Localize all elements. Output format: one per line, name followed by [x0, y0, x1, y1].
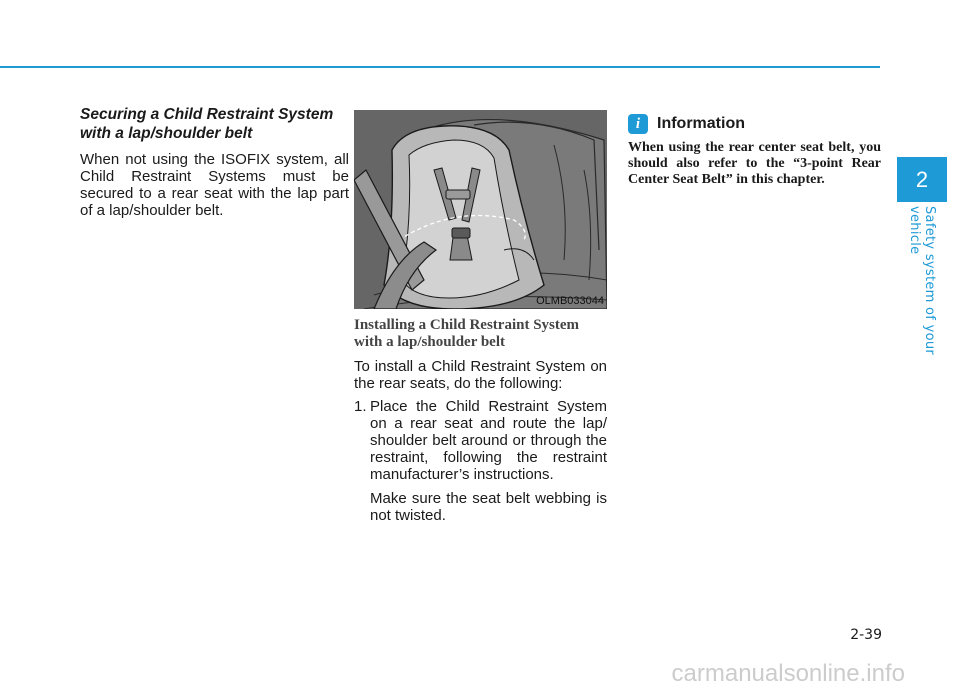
- step-1: [354, 398, 607, 483]
- section-heading: Securing a Child Restraint System with a lap/shoulder belt: [80, 106, 334, 142]
- right-column: [628, 114, 881, 188]
- child-seat-illustration: [354, 110, 607, 309]
- chapter-number-tab: 2: [897, 157, 947, 202]
- info-icon: i: [628, 114, 648, 134]
- instructions-intro: To install a Child Restraint System on the rear seats, do the following:: [354, 358, 607, 392]
- step-number: 1.: [354, 398, 367, 415]
- information-header: [628, 114, 881, 134]
- figure-code: OLMB033044: [536, 295, 604, 307]
- header-rule: [0, 66, 880, 68]
- left-column: [80, 105, 349, 219]
- chapter-title-vertical: Safety system of your vehicle: [907, 206, 937, 356]
- step-text: Place the Child Restraint System on a rear seat and route the lap/ shoulder belt around or through the restraint, following the restraint manufacturer’s instructions.: [370, 398, 607, 483]
- intro-paragraph: When not using the ISOFIX system, all Child Restraint Systems must be secured to a rear seat with the lap part of a lap/shoulder belt.: [80, 151, 349, 219]
- watermark: carmanualsonline.info: [671, 660, 905, 687]
- middle-column: [354, 110, 607, 524]
- figure-caption: Installing a Child Restraint System with a lap/shoulder belt: [354, 317, 580, 350]
- child-seat-drawing: [354, 110, 607, 309]
- page-number: 2-39: [850, 627, 882, 643]
- information-text: When using the rear center seat belt, you should also refer to the “3-point Rear Center Seat Belt” in this chapter.: [628, 140, 881, 187]
- information-title: Information: [657, 115, 745, 132]
- step-note: Make sure the seat belt webbing is not twisted.: [370, 490, 607, 524]
